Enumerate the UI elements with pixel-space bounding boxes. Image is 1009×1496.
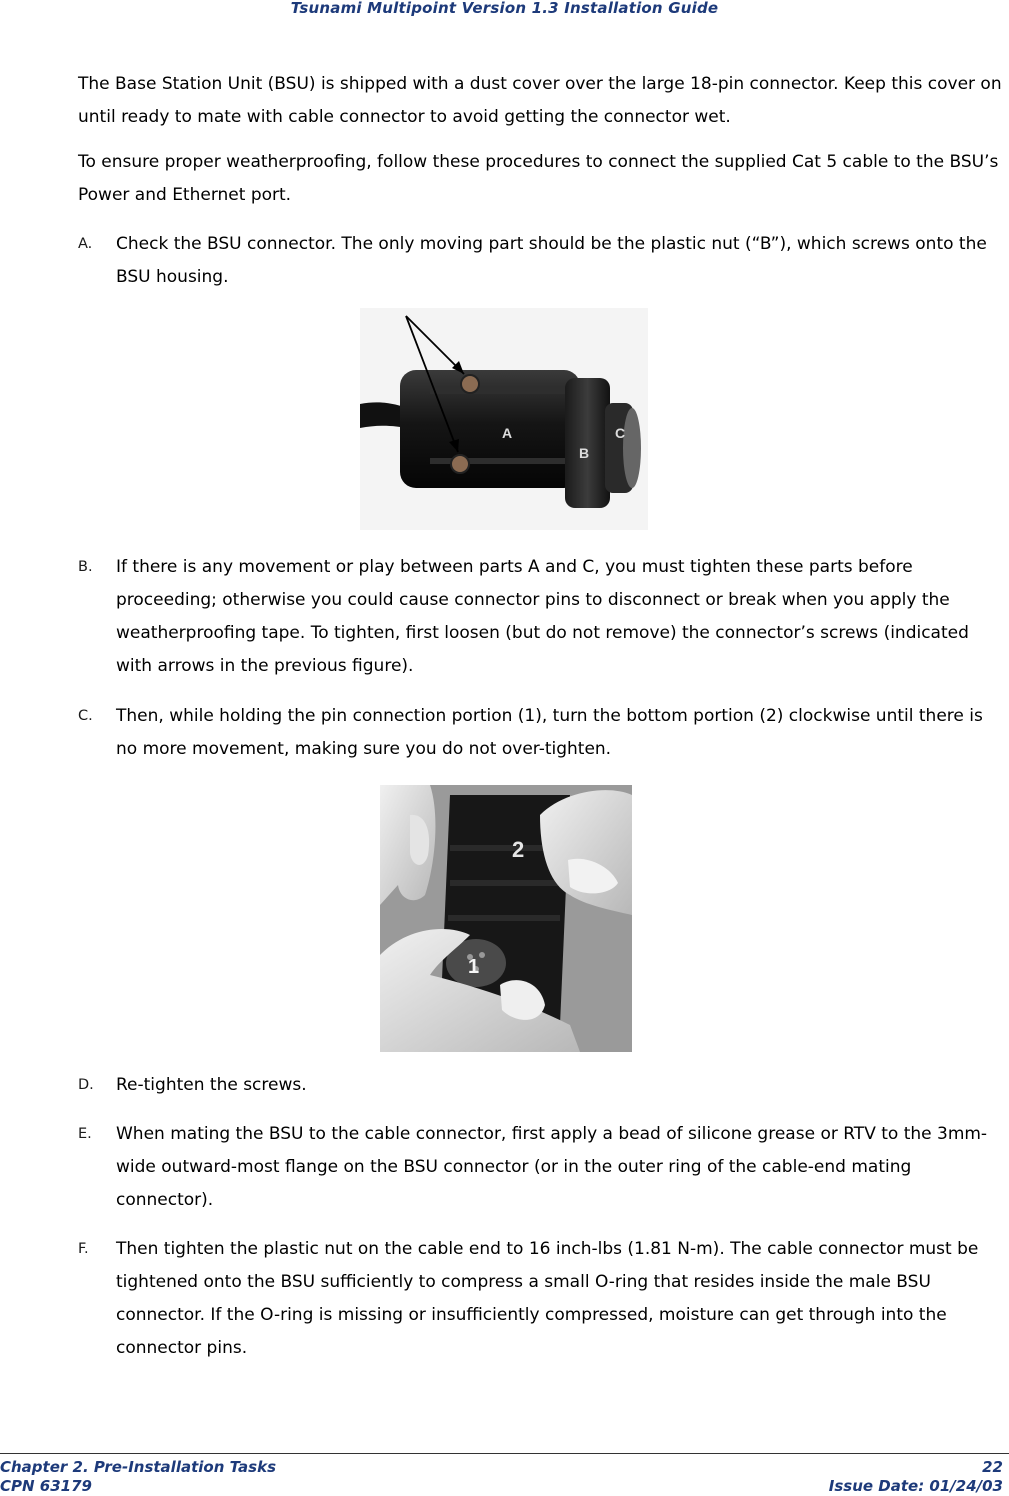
figure-label-a: A: [502, 425, 513, 441]
step-letter: A.: [78, 236, 93, 252]
step-text: If there is any movement or play between parts A and C, you must tighten these parts before proceeding; otherwise you could cause connector pins to disconnect or break when you apply the weatherproofing tape. To tighten, first loosen (but do not remove) the connector’s screws (indicated with arrows in the previous figure).: [116, 557, 969, 676]
step-letter: C.: [78, 708, 93, 724]
figure-label-b: B: [579, 445, 590, 461]
intro-paragraph-1: The Base Station Unit (BSU) is shipped with a dust cover over the large 18-pin connector. Keep this cover on until ready to mate with cable connector to avoid getting the connector wet.: [78, 74, 1002, 127]
tightening-connector-figure: [380, 785, 632, 1052]
step-text: Check the BSU connector. The only moving part should be the plastic nut (“B”), which screws onto the BSU housing.: [116, 234, 987, 287]
footer-divider: [0, 1453, 1009, 1454]
footer-chapter: Chapter 2. Pre-Installation Tasks: [0, 1458, 277, 1476]
step-letter: E.: [78, 1126, 92, 1142]
step-text: Then, while holding the pin connection portion (1), turn the bottom portion (2) clockwise until there is no more movement, making sure you do not over-tighten.: [116, 706, 983, 759]
footer-cpn: CPN 63179: [0, 1477, 92, 1495]
bsu-connector-figure: [360, 308, 648, 530]
running-header: Tsunami Multipoint Version 1.3 Installation Guide: [290, 0, 719, 17]
figure-label-c: C: [615, 425, 626, 441]
step-text: Re-tighten the screws.: [116, 1075, 307, 1095]
intro-paragraph-2: To ensure proper weatherproofing, follow these procedures to connect the supplied Cat 5 cable to the BSU’s Power and Ethernet port.: [78, 152, 999, 205]
step-letter: D.: [78, 1077, 94, 1093]
step-text: Then tighten the plastic nut on the cable end to 16 inch-lbs (1.81 N-m). The cable connector must be tightened onto the BSU sufficiently to compress a small O-ring that resides inside the male BSU connector. If the O-ring is missing or insufficiently compressed, moisture can get through into the connector pins.: [116, 1239, 979, 1358]
step-letter: B.: [78, 559, 93, 575]
step-letter: F.: [78, 1241, 89, 1257]
figure-label-1: 1: [468, 956, 480, 978]
footer-issue-date: Issue Date: 01/24/03: [828, 1477, 1003, 1495]
figure-label-2: 2: [512, 837, 525, 862]
footer-page-number: 22: [982, 1458, 1003, 1476]
step-text: When mating the BSU to the cable connector, first apply a bead of silicone grease or RTV to the 3mm-wide outward-most flange on the BSU connector (or in the outer ring of the cable-end mating connector).: [116, 1124, 988, 1210]
